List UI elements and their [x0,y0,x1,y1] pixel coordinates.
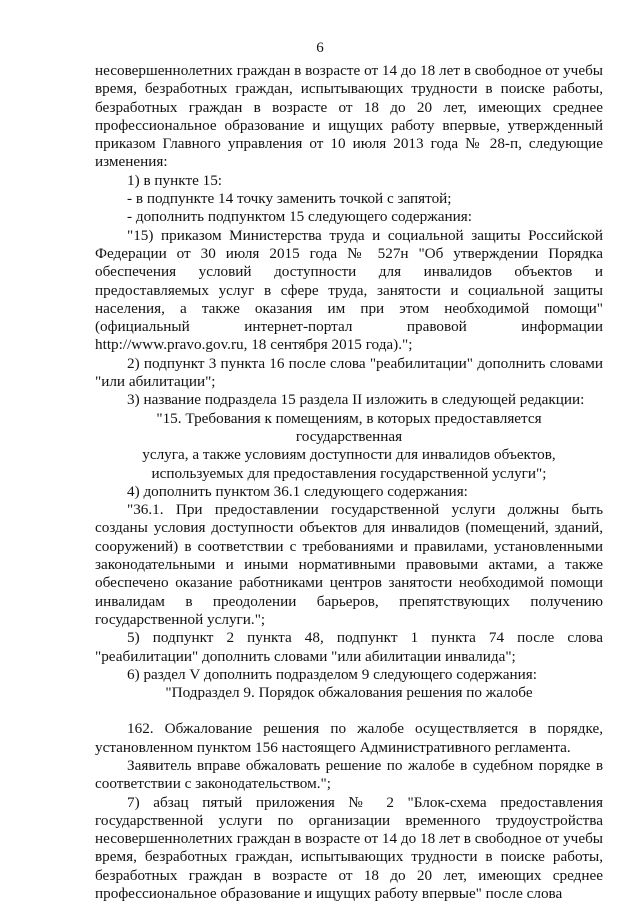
paragraph-continuation: несовершеннолетних граждан в возрасте от 14 до 18 лет в свободное от учебы время, безработных граждан, испытывающих трудности в поиске работы, безработных граждан в возрасте от 18 до 20 лет, имеющих среднее профессиональное образование и ищущих работу впервые, утвержденный приказом Главного управления от 10 июля 2013 года № 28-п, следующие изменения: [95,62,603,171]
paragraph-quote-36-1: "36.1. При предоставлении государственной услуги должны быть созданы условия доступности объектов для инвалидов (помещений, зданий, сооружений) в соответствии с требованиями и правилами, установленными законодательными и иными нормативными правовыми актами, а также обеспечено оказание работниками центров занятости необходимой помощи инвалидам в преодолении барьеров, препятствующих получению государственной услуги."; [95,501,603,628]
page-number: 6 [316,40,324,56]
document-body [95,62,603,903]
paragraph-item-3: 3) название подраздела 15 раздела II изложить в следующей редакции: [127,391,585,409]
paragraph-item-1: 1) в пункте 15: [127,171,223,189]
paragraph-162: 162. Обжалование решения по жалобе осуществляется в порядке, установленном пунктом 156 настоящего Административного регламента. [95,720,603,756]
paragraph-item-6: 6) раздел V дополнить подразделом 9 следующего содержания: [127,665,537,683]
subsection-title-line-2: услуга, а также условиям доступности для инвалидов объектов, [142,446,556,464]
subsection-title-line-3: используемых для предоставления государственной услуги"; [151,464,547,482]
paragraph-appeal: Заявитель вправе обжаловать решение по жалобе в судебном порядке в соответствии с законодательством."; [95,756,603,793]
paragraph-item-2: 2) подпункт 3 пункта 16 после слова "реабилитации" дополнить словами "или абилитации"; [95,354,603,391]
paragraph-quote-15: "15) приказом Министерства труда и социальной защиты Российской Федерации от 30 июля 2015 года № 527н "Об утверждении Порядка обеспечения условий доступности для инвалидов объектов и предоставляемых услуг в сфере труда, занятости и социальной защиты населения, а также оказания им при этом необходимой помощи" (официальный интернет-портал правовой информации http://www.pravo.gov.ru, 18 сентября 2015 года)."; [95,226,603,354]
blank-line [95,702,603,720]
paragraph-subitem-a: - в подпункте 14 точку заменить точкой с запятой; [127,190,452,208]
paragraph-item-5: 5) подпункт 2 пункта 48, подпункт 1 пункта 74 после слова "реабилитации" дополнить словами "или абилитации инвалида"; [95,629,603,665]
paragraph-item-4: 4) дополнить пунктом 36.1 следующего содержания: [127,482,468,500]
paragraph-subitem-b: - дополнить подпунктом 15 следующего содержания: [127,208,472,226]
paragraph-item-7: 7) абзац пятый приложения № 2 "Блок-схема предоставления государственной услуги по организации временного трудоустройства несовершеннолетних граждан в возрасте от 14 до 18 лет в свободное от учебы время, безработных граждан, испытывающих трудности в поиске работы, безработных граждан в возрасте от 18 до 20 лет, имеющих среднее профессиональное образование и ищущих работу впервые" после слова [95,793,603,903]
subsection-9-title: "Подраздел 9. Порядок обжалования решения по жалобе [165,684,533,702]
subsection-title-line-1: "15. Требования к помещениям, в которых предоставляется государственная [156,409,542,445]
